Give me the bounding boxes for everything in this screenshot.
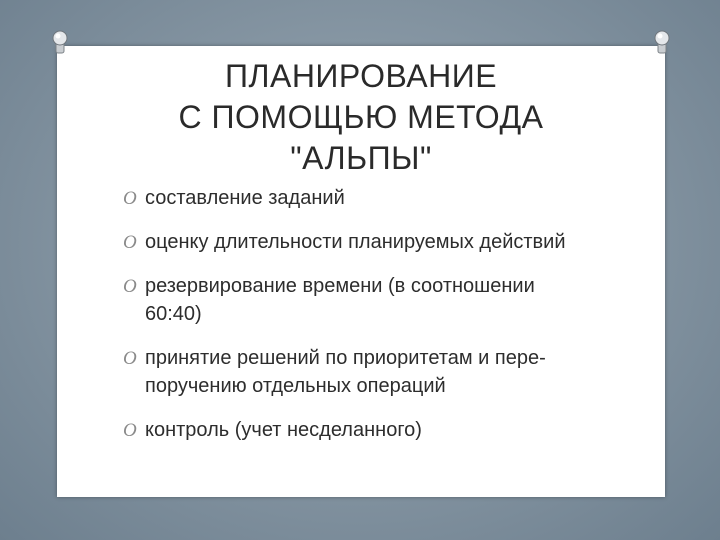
slide-card: [57, 46, 665, 497]
bullet-list: [123, 184, 691, 460]
bullet-text-line: составление заданий: [145, 187, 345, 209]
bullet-item: [123, 272, 691, 328]
bullet-text-line: резервирование времени (в соотношении: [145, 275, 535, 297]
bullet-marker-icon: O: [123, 276, 137, 297]
slide-title: [57, 56, 665, 179]
bullet-text-line: контроль (учет несделанного): [145, 419, 422, 441]
title-line: С ПОМОЩЬЮ МЕТОДА: [178, 99, 544, 135]
pushpin-icon: [653, 30, 671, 54]
bullet-text-line: поручению отдельных операций: [145, 375, 446, 397]
title-line: "АЛЬПЫ": [290, 140, 432, 176]
bullet-text-line: 60:40): [145, 303, 202, 325]
pushpin-icon: [51, 30, 69, 54]
bullet-item: [123, 228, 691, 256]
bullet-item: [123, 344, 691, 400]
bullet-text-line: оценку длительности планируемых действий: [145, 231, 566, 253]
bullet-marker-icon: O: [123, 420, 137, 441]
bullet-item: [123, 184, 691, 212]
title-line: ПЛАНИРОВАНИЕ: [224, 58, 498, 94]
bullet-text-line: принятие решений по приоритетам и пере-: [145, 347, 546, 369]
bullet-marker-icon: O: [123, 232, 137, 253]
bullet-marker-icon: O: [123, 348, 137, 369]
bullet-marker-icon: O: [123, 188, 137, 209]
bullet-item: [123, 416, 691, 444]
